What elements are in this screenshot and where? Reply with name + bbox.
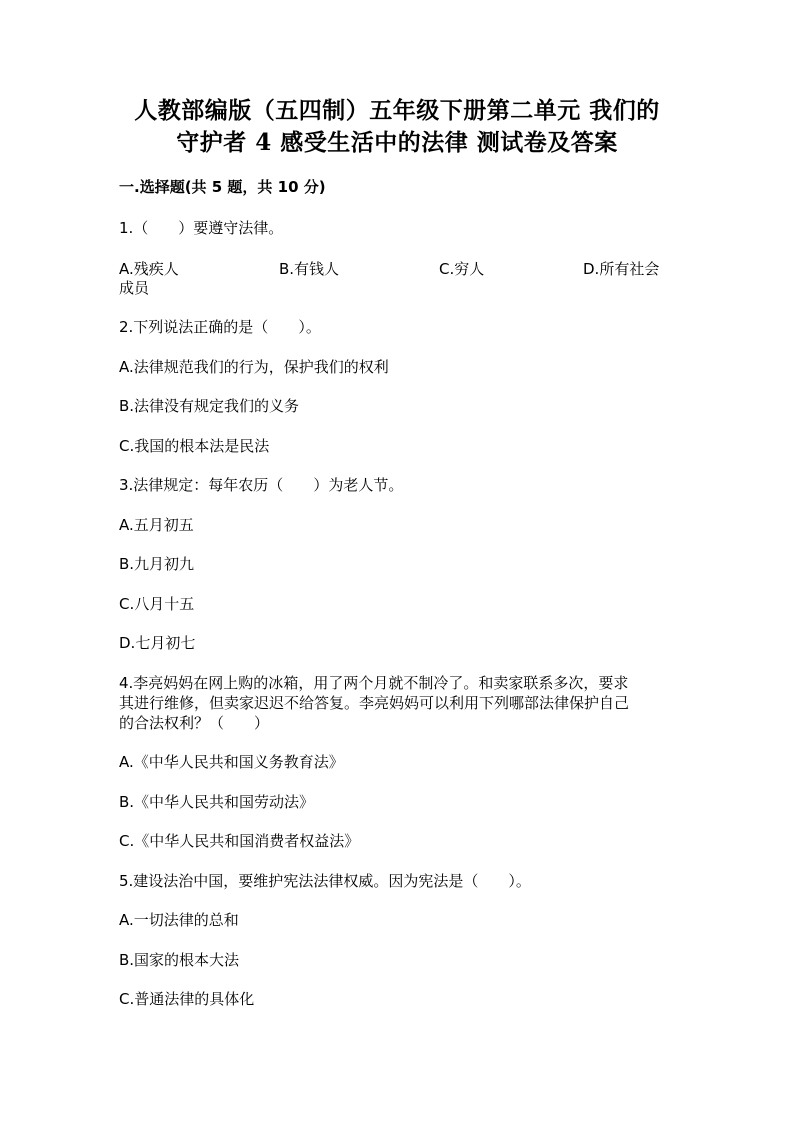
question-1-stem: 1.（ ）要遵守法律。: [119, 219, 284, 237]
question-1-option-a: A.残疾人: [119, 260, 179, 278]
question-1-option-d-wrap: 成员: [119, 279, 150, 297]
document-title-line-1: 人教部编版（五四制）五年级下册第二单元 我们的: [134, 97, 660, 124]
question-3-option-a: A.五月初五: [119, 516, 194, 534]
question-2-stem: 2.下列说法正确的是（ ）。: [119, 318, 321, 336]
question-4-option-b: B.《中华人民共和国劳动法》: [119, 793, 315, 811]
question-4-option-a: A.《中华人民共和国义务教育法》: [119, 753, 344, 771]
question-1-options: [119, 258, 679, 278]
question-4-stem-line-1: 4.李亮妈妈在网上购的冰箱，用了两个月就不制冷了。和卖家联系多次，要求: [119, 674, 629, 692]
question-2-option-c: C.我国的根本法是民法: [119, 437, 270, 455]
question-5-option-c: C.普通法律的具体化: [119, 990, 255, 1008]
question-1-option-b: B.有钱人: [279, 260, 340, 278]
question-4-stem-line-2: 其进行维修，但卖家迟迟不给答复。李亮妈妈可以利用下列哪部法律保护自己: [119, 694, 630, 712]
section-heading: 一.选择题(共 5 题，共 10 分): [119, 178, 326, 196]
question-3-stem: 3.法律规定：每年农历（ ）为老人节。: [119, 476, 404, 494]
question-4-stem-line-3: 的合法权利？（ ）: [119, 714, 270, 732]
question-3-option-c: C.八月十五: [119, 595, 195, 613]
question-1-option-d: D.所有社会: [583, 260, 660, 278]
question-5-option-a: A.一切法律的总和: [119, 911, 239, 929]
question-4-option-c: C.《中华人民共和国消费者权益法》: [119, 832, 360, 850]
question-5-option-b: B.国家的根本大法: [119, 951, 240, 969]
question-3-option-d: D.七月初七: [119, 634, 196, 652]
question-3-option-b: B.九月初九: [119, 555, 195, 573]
question-2-option-b: B.法律没有规定我们的义务: [119, 397, 300, 415]
question-5-stem: 5.建设法治中国，要维护宪法法律权威。因为宪法是（ ）。: [119, 872, 531, 890]
question-2-option-a: A.法律规范我们的行为，保护我们的权利: [119, 358, 389, 376]
question-1-option-c: C.穷人: [439, 260, 485, 278]
document-title-line-2: 守护者 4 感受生活中的法律 测试卷及答案: [176, 129, 618, 156]
